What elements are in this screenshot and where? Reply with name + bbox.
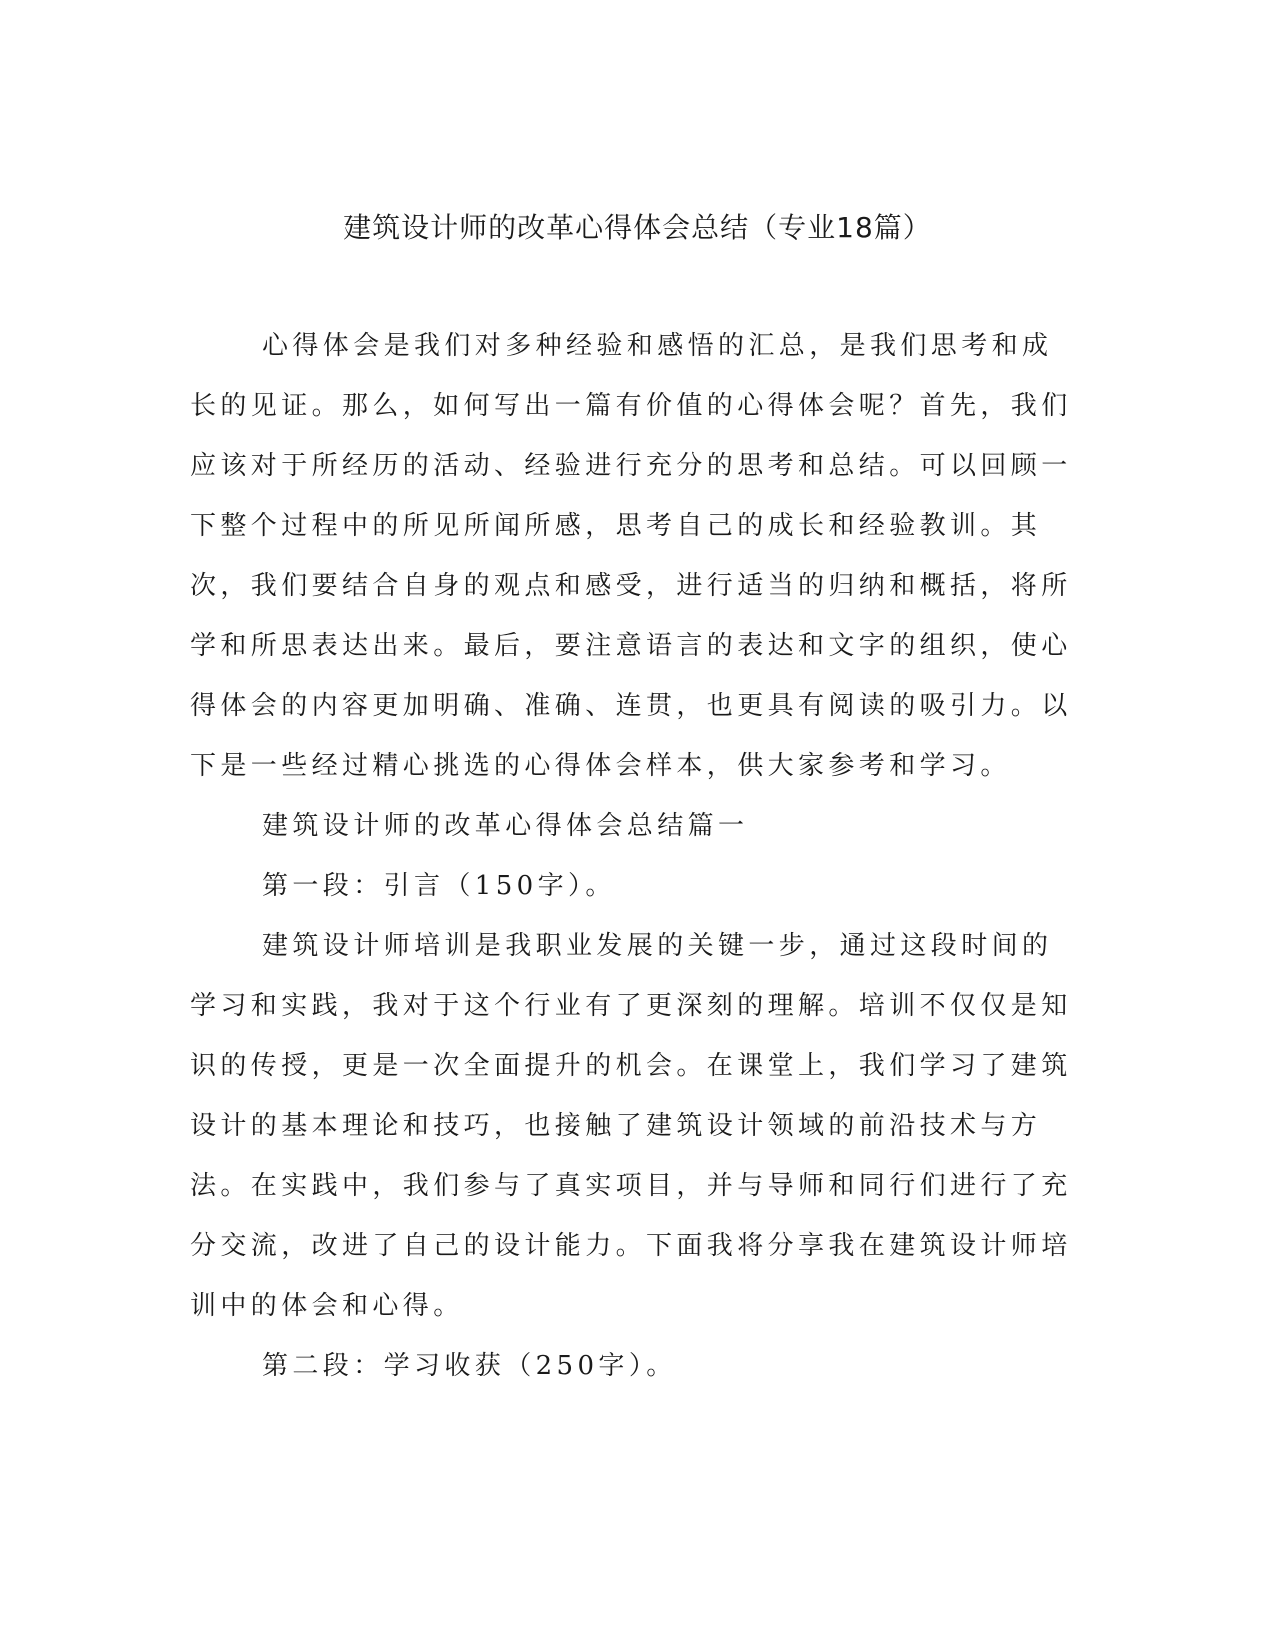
intro-paragraph: 心得体会是我们对多种经验和感悟的汇总，是我们思考和成长的见证。那么，如何写出一篇有价值的心得体会呢？首先，我们应该对于所经历的活动、经验进行充分的思考和总结。可以回顾一下整个过程中的所见所闻所感，思考自己的成长和经验教训。其次，我们要结合自身的观点和感受，进行适当的归纳和概括，将所学和所思表达出来。最后，要注意语言的表达和文字的组织，使心得体会的内容更加明确、准确、连贯，也更具有阅读的吸引力。以下是一些经过精心挑选的心得体会样本，供大家参考和学习。 [190,331,1072,781]
subsection-heading-2: 第二段：学习收获（250字）。 [262,1351,677,1381]
document-title: 建筑设计师的改革心得体会总结（专业18篇） [343,211,932,244]
section-heading: 建筑设计师的改革心得体会总结篇一 [262,811,749,841]
document-body [190,316,1080,1396]
subsection-heading-1: 第一段：引言（150字）。 [262,871,616,901]
body-paragraph: 建筑设计师培训是我职业发展的关键一步，通过这段时间的学习和实践，我对于这个行业有了更深刻的理解。培训不仅仅是知识的传授，更是一次全面提升的机会。在课堂上，我们学习了建筑设计的基本理论和技巧，也接触了建筑设计领域的前沿技术与方法。在实践中，我们参与了真实项目，并与导师和同行们进行了充分交流，改进了自己的设计能力。下面我将分享我在建筑设计师培训中的体会和心得。 [190,931,1072,1321]
